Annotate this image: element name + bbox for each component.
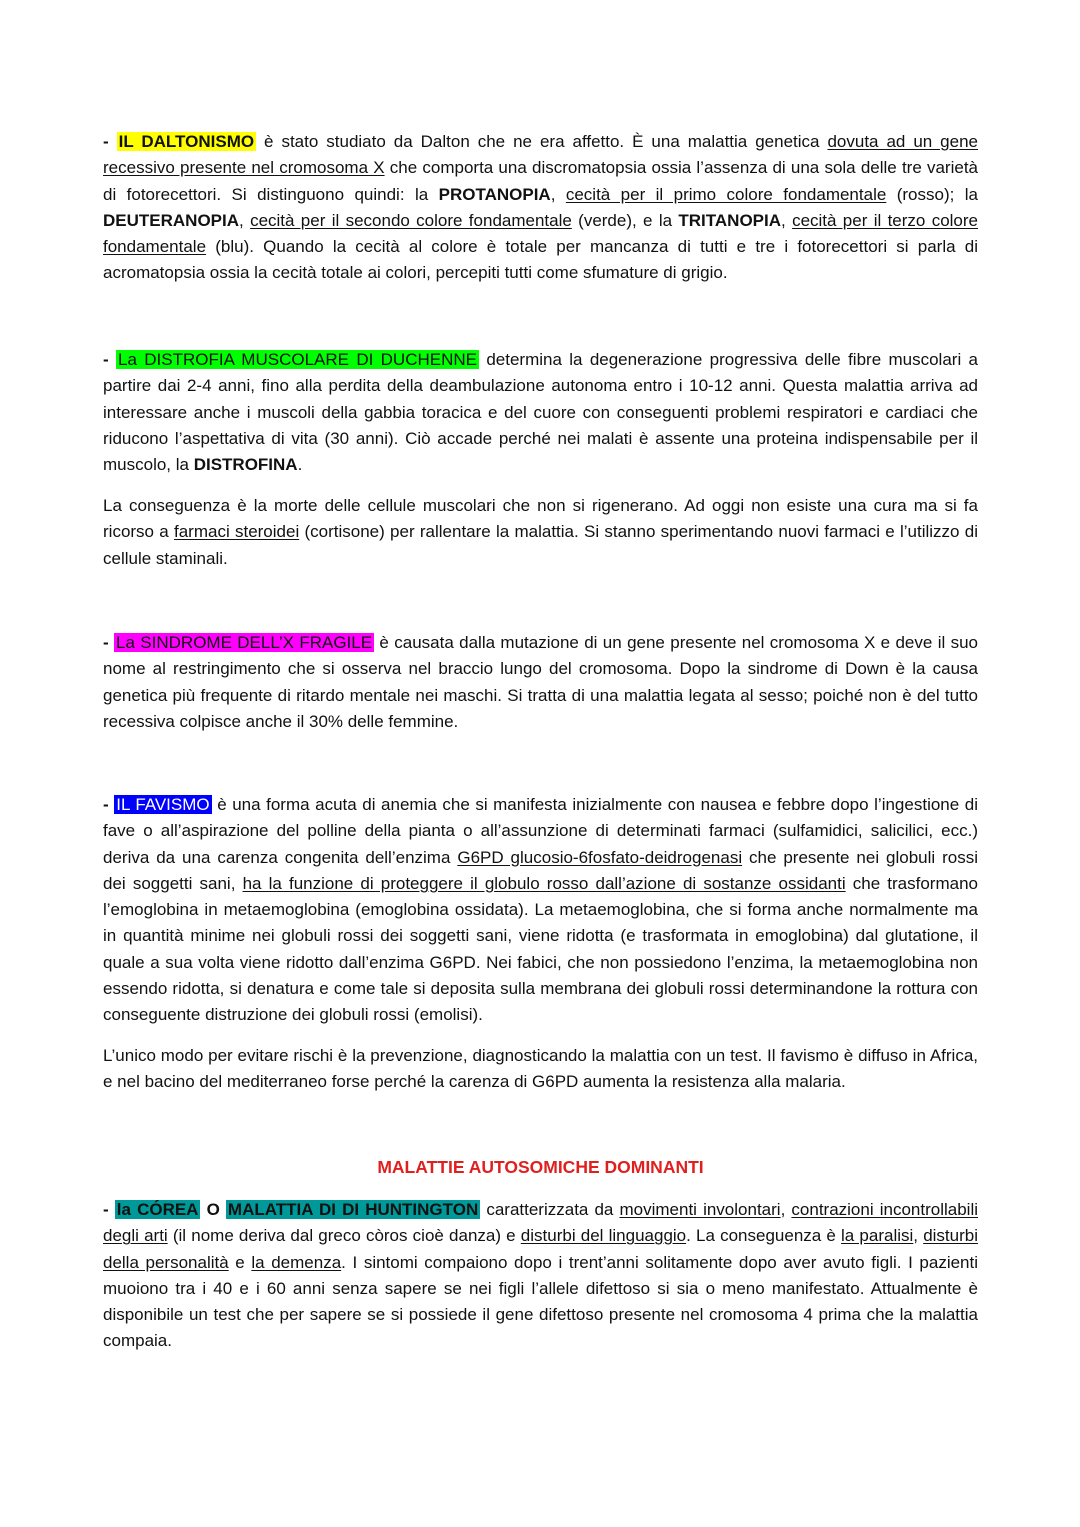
text-run: è stato studiato da Dalton che ne era affetto. È una malattia genetica <box>256 132 828 151</box>
paragraph-daltonismo <box>103 129 978 287</box>
text-run: e <box>228 1252 252 1272</box>
paragraph-huntington <box>103 1197 978 1355</box>
underlined-text: movimenti involontari <box>619 1200 781 1219</box>
underlined-text: la paralisi <box>841 1226 914 1246</box>
text-run: La conseguenza è la morte delle cellule muscolari che non si rigenerano. Ad oggi non esiste una cura ma si fa ricorso a <box>103 496 978 542</box>
text-run: , <box>913 1226 924 1246</box>
text-run: , <box>781 210 793 230</box>
text-run: L’unico modo per evitare rischi è la prevenzione, diagnosticando la malattia con un test. Il favismo è diffuso in Africa, e nel bacino del mediterraneo forse perché la carenza di G6PD aumenta la resistenza alla malaria. <box>103 1046 978 1092</box>
paragraph-favismo-2 <box>103 1043 978 1096</box>
term-duchenne: La DISTROFIA MUSCOLARE DI DUCHENNE <box>118 350 477 369</box>
text-run: che presente nei globuli rossi dei soggetti sani, <box>103 847 978 893</box>
underlined-text: G6PD glucosio-6fosfato-deidrogenasi <box>457 847 743 867</box>
term-x-fragile: La SINDROME DELL’X FRAGILE <box>116 633 373 652</box>
underlined-text: cecità per il secondo colore fondamentale <box>250 210 572 230</box>
underlined-text: contrazioni incontrollabili degli arti <box>103 1200 978 1246</box>
underlined-text: ha la funzione di proteggere il globulo rosso dall’azione di sostanze ossidanti <box>242 873 846 893</box>
bullet-dash: - <box>103 633 115 652</box>
text-run: , <box>239 210 251 230</box>
underlined-text: cecità per il terzo colore fondamentale <box>103 210 979 257</box>
underlined-text: disturbi del linguaggio <box>520 1226 687 1246</box>
paragraph-favismo <box>103 792 978 1029</box>
bold-conjunction: O <box>200 1200 226 1219</box>
bold-term-deuteranopia: DEUTERANOPIA <box>103 210 240 230</box>
paragraph-duchenne <box>103 347 978 478</box>
section-heading: MALATTIE AUTOSOMICHE DOMINANTI <box>377 1157 704 1177</box>
underlined-text: disturbi della personalità <box>103 1226 978 1272</box>
text-run: (blu). Quando la cecità al colore è totale per mancanza di tutti e tre i fotorecettori si parla di acromatopsia ossia la cecità totale ai colori, percepiti tutti come sfumature di grigio. <box>103 237 978 283</box>
text-run: (il nome deriva dal greco còros cioè danza) e <box>167 1226 521 1246</box>
text-run: (cortisone) per rallentare la malattia. Si stanno sperimentando nuovi farmaci e l’utilizzo di cellule staminali. <box>103 522 978 568</box>
text-run: . La conseguenza è <box>686 1226 842 1246</box>
bullet-dash: - <box>103 1200 115 1219</box>
text-run: determina la degenerazione progressiva delle fibre muscolari a partire dai 2-4 anni, fino alla perdita della deambulazione autonoma entro i 10-12 anni. Questa malattia arriva ad interessare anche i muscoli della gabbia toracica e del cuore con conseguenti problemi respiratori e cardiaci che riducono l’aspettativa di vita (30 anni). Ciò accade perché nei malati è assente una proteina indispensabile per il muscolo, la <box>103 350 979 475</box>
paragraph-duchenne-2 <box>103 493 978 572</box>
text-run: . <box>297 455 303 475</box>
bullet-dash: - <box>103 132 117 151</box>
term-daltonismo: IL DALTONISMO <box>118 132 255 151</box>
text-run: . I sintomi compaiono dopo i trent’anni solitamente dopo aver avuto figli. I pazienti muoiono tra i 40 e i 60 anni senza sapere se nei figli l’allele difettoso si sia o meno manifestato. Attualmente è disponibile un test che per sapere se si possiede il gene difettoso presente nel cromosoma 4 prima che la malattia compaia. <box>103 1252 978 1351</box>
bold-term-tritanopia: TRITANOPIA <box>678 210 782 230</box>
underlined-text: la demenza <box>251 1252 342 1272</box>
text-run: , <box>550 184 566 204</box>
bold-term-distrofina: DISTROFINA <box>193 455 298 475</box>
underlined-text: farmaci steroidei <box>173 522 300 542</box>
text-run: che comporta una discromatopsia ossia l’assenza di una sola delle tre varietà di fotorecettori. Si distinguono quindi: la <box>103 158 978 204</box>
underlined-text: dovuta ad un gene recessivo presente nel cromosoma X <box>103 132 978 178</box>
bullet-dash: - <box>103 350 116 369</box>
text-run: (verde), e la <box>571 210 679 230</box>
text-run: che trasformano l’emoglobina in metaemoglobina (emoglobina ossidata). La metaemoglobina, che si forma anche normalmente ma in quantità minime nei globuli rossi dei soggetti sani, viene ridotta (e trasformata in emoglobina) dal glutatione, il quale a sua volta viene ridotto dall’enzima G6PD. Nei fabici, che non possiedono l’enzima, la metaemoglobina non essendo ridotta, si denatura e come tale si deposita sulla membrana dei globuli rossi determinandone la rottura con conseguente distruzione dei globuli rossi (emolisi). <box>103 873 978 1025</box>
underlined-text: cecità per il primo colore fondamentale <box>565 184 887 204</box>
paragraph-x-fragile <box>103 630 978 735</box>
text-run: è causata dalla mutazione di un gene presente nel cromosoma X e deve il suo nome al restringimento che si osserva nel braccio lungo del cromosoma. Dopo la sindrome di Down è la causa genetica più frequente di ritardo mentale nei maschi. Si tratta di una malattia legata al sesso; poiché non è del tutto recessiva colpisce anche il 30% delle femmine. <box>103 633 979 731</box>
term-favismo: IL FAVISMO <box>116 795 210 814</box>
text-run: , <box>780 1200 792 1219</box>
text-run: è una forma acuta di anemia che si manifesta inizialmente con nausea e febbre dopo l’ingestione di fave o all’aspirazione del polline della pianta o all’assunzione di determinati farmaci (sulfamidici, salicilici, ecc.) deriva da una carenza congenita dell’enzima <box>103 795 978 867</box>
text-run: (rosso); la <box>886 184 978 204</box>
term-corea: la CÓREA <box>116 1200 199 1219</box>
bullet-dash: - <box>103 795 115 814</box>
term-huntington: MALATTIA DI DI HUNTINGTON <box>227 1200 479 1219</box>
text-run: caratterizzata da <box>480 1200 620 1219</box>
bold-term-protanopia: PROTANOPIA <box>438 184 551 204</box>
